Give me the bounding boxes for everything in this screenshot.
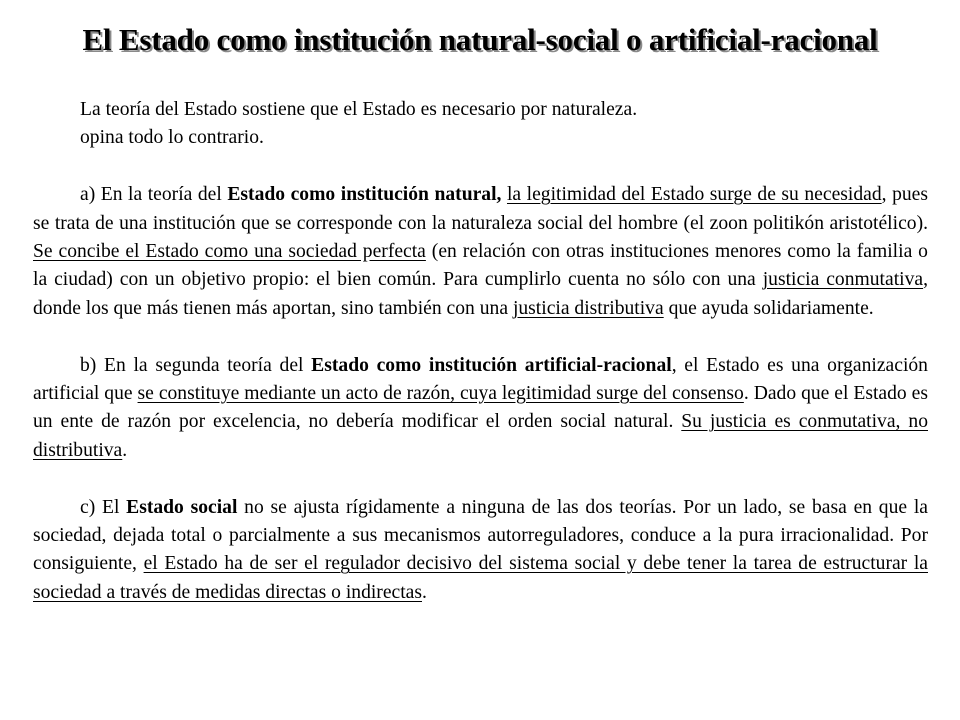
paragraph-c-text-1: c) El: [80, 496, 127, 518]
paragraph-a-text-5: , donde los que más tienen más aportan, sino también con una: [33, 269, 928, 319]
paragraph-b-text-4: .: [122, 439, 128, 461]
paragraph-a-text-1: a) En la teoría del: [80, 184, 228, 206]
paragraph-b-underline-2: Su justicia es conmutativa, no distributiva: [33, 411, 928, 461]
paragraph-b: [33, 352, 928, 466]
page-title: El Estado como institución natural-social o artificial-racional: [82, 22, 878, 57]
paragraph-a-underline-4: justicia distributiva: [512, 297, 664, 319]
paragraph-b-underline-1: se constituye mediante un acto de razón, cuya legitimidad surge del consenso: [137, 383, 744, 405]
paragraph-b-text-1: b) En la segunda teoría del: [80, 354, 312, 376]
paragraph-a-bold-term: Estado como institución natural,: [227, 184, 502, 206]
paragraph-a-text-6: que ayuda solidariamente.: [663, 297, 874, 319]
spacer: [33, 153, 928, 181]
paragraph-a: [33, 181, 928, 323]
intro-line-1: La teoría del Estado sostiene que el Estado es necesario por naturaleza.: [80, 99, 638, 120]
paragraph-b-text-2: , el Estado es una organización artificial que: [33, 354, 928, 405]
paragraph-b-text-3: . Dado que el Estado es un ente de razón por excelencia, no debería modificar el orden social natural.: [33, 383, 928, 433]
spacer: [33, 465, 928, 493]
paragraph-a-underline-1: la legitimidad del Estado surge de su necesidad: [506, 184, 882, 206]
spacer: [33, 323, 928, 351]
paragraph-c-text-3: .: [422, 581, 427, 603]
paragraph-b-bold-term: Estado como institución artificial-racional: [311, 354, 672, 376]
paragraph-c-text-2: no se ajusta rígidamente a ninguna de las dos teorías. Por un lado, se basa en que la sociedad, dejada total o parcialmente a sus mecanismos autorreguladores, conduce a la pura irracionalidad. Por consiguiente,: [33, 496, 928, 575]
document-body: [33, 96, 928, 607]
intro-line-2: opina todo lo contrario.: [80, 127, 264, 149]
paragraph-c: [33, 494, 928, 608]
paragraph-a-text-4: (en relación con otras instituciones menores como la familia o la ciudad) con un objetivo propio: el bien común. Para cumplirlo cuenta no sólo con una: [33, 241, 928, 291]
paragraph-a-underline-3: justicia conmutativa: [762, 269, 924, 291]
paragraph-c-underline-1: el Estado ha de ser el regulador decisivo del sistema social y debe tener la tarea de estructurar la sociedad a través de medidas directas o indirectas: [33, 553, 928, 603]
paragraph-a-underline-2: Se concibe el Estado como una sociedad perfecta: [33, 241, 426, 263]
paragraph-c-bold-term: Estado social: [126, 496, 238, 518]
paragraph-a-text-3: , pues se trata de una institución que se corresponde con la naturaleza social del hombre (el zoon politikón aristotélico).: [33, 184, 928, 234]
